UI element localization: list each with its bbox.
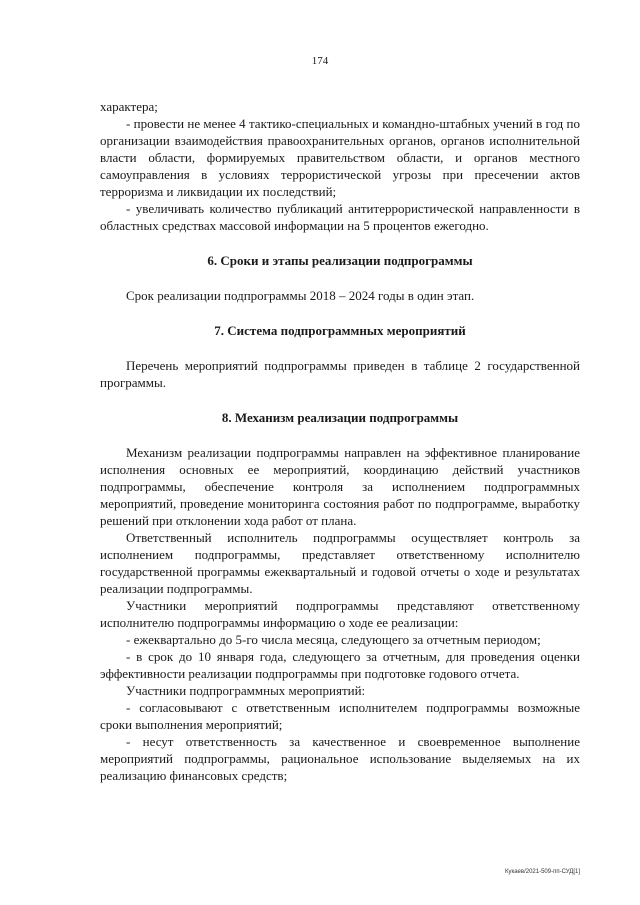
document-code: Кукаев/2021-509-пп-СУД[1] bbox=[504, 869, 580, 875]
section-8-paragraph: Ответственный исполнитель подпрограммы осуществляет контроль за исполнением подпрограммы, представляет ответственному исполнителю государственной программы ежеквартальный и годовой отчеты о ходе и результатах реализации подпрограммы. bbox=[100, 530, 580, 596]
section-7-text: Перечень мероприятий подпрограммы приведен в таблице 2 государственной программы. bbox=[100, 358, 580, 390]
section-8-paragraph: Участники мероприятий подпрограммы представляют ответственному исполнителю подпрограммы информацию о ходе ее реализации: bbox=[100, 598, 580, 630]
section-8-list-item: - в срок до 10 января года, следующего за отчетным, для проведения оценки эффективности реализации подпрограммы при подготовке годового отчета. bbox=[100, 649, 580, 681]
section-6-heading: 6. Сроки и этапы реализации подпрограммы bbox=[207, 253, 473, 268]
section-8-paragraph: Механизм реализации подпрограммы направлен на эффективное планирование исполнения основных ее мероприятий, координацию действий участников подпрограммы, обеспечение контроля за исполнением подпрограммных мероприятий, проведение мониторинга состояния работ по подпрограмме, выработку решений при отклонении хода работ от плана. bbox=[100, 445, 580, 528]
section-8-heading: 8. Механизм реализации подпрограммы bbox=[221, 410, 459, 425]
section-8-list-item: - согласовывают с ответственным исполнителем подпрограммы возможные сроки выполнения мероприятий; bbox=[100, 700, 580, 732]
section-8-list-item: - ежеквартально до 5-го числа месяца, следующего за отчетным периодом; bbox=[126, 632, 541, 647]
section-8-paragraph: Участники подпрограммных мероприятий: bbox=[126, 683, 366, 698]
document-body bbox=[100, 98, 580, 784]
page-number: 174 bbox=[311, 55, 329, 67]
section-6-text: Срок реализации подпрограммы 2018 – 2024 годы в один этап. bbox=[126, 288, 475, 303]
intro-paragraph: - увеличивать количество публикаций антитеррористической направленности в областных средствах массовой информации на 5 процентов ежегодно. bbox=[100, 201, 580, 233]
section-7-heading: 7. Система подпрограммных мероприятий bbox=[214, 323, 466, 338]
intro-paragraph: характера; bbox=[100, 99, 158, 114]
intro-paragraph: - провести не менее 4 тактико-специальных и командно-штабных учений в год по организации взаимодействия правоохранительных органов, органов исполнительной власти области, формируемых правительством области, и органов местного самоуправления в условиях террористической угрозы при пресечении актов терроризма и ликвидации их последствий; bbox=[100, 116, 580, 199]
section-8-list-item: - несут ответственность за качественное и своевременное выполнение мероприятий подпрограммы, рациональное использование выделяемых на их реализацию финансовых средств; bbox=[100, 734, 580, 783]
